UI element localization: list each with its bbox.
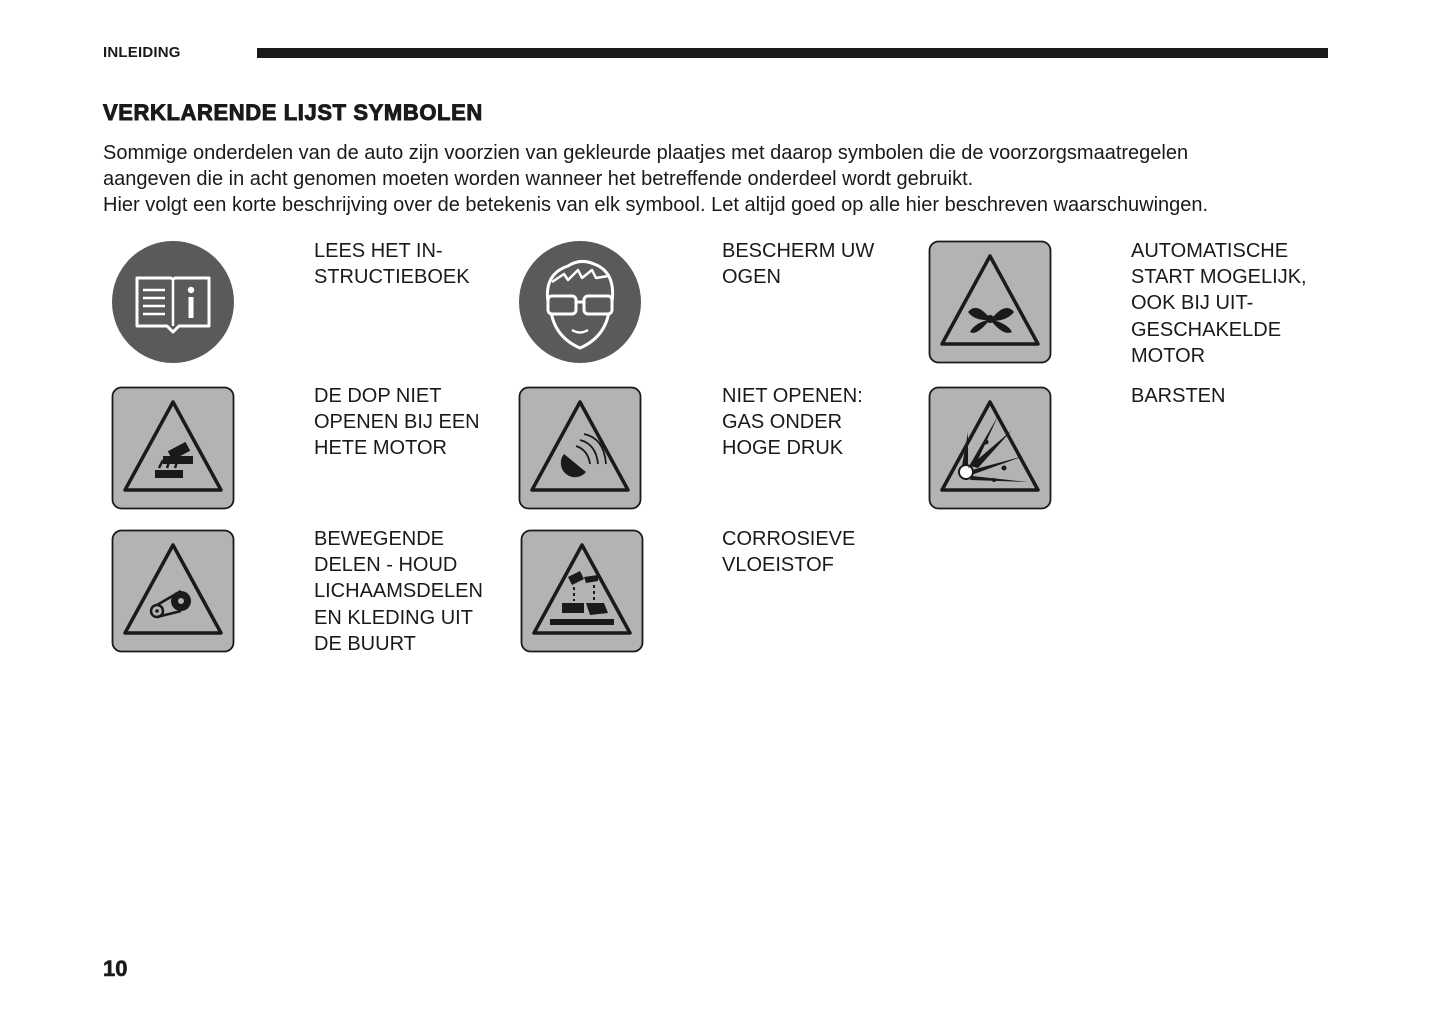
read-manual-icon [111, 240, 235, 364]
symbol-label: CORROSIEVE VLOEISTOF [722, 528, 856, 577]
intro-text [103, 140, 1323, 218]
explosion-warning-icon [928, 386, 1052, 510]
intro-line: aangeven die in acht genomen moeten worden wanneer het betreffende onderdeel wordt gebruikt. [103, 168, 974, 190]
protect-eyes-icon [518, 240, 642, 364]
hot-cap-warning-icon [111, 386, 235, 510]
symbol-label: BARSTEN [1131, 385, 1226, 407]
symbol-label: LEES HET IN- STRUCTIEBOEK [314, 240, 470, 289]
symbol-label: DE DOP NIET OPENEN BIJ EEN HETE MOTOR [314, 385, 480, 460]
corrosive-warning-icon [520, 529, 644, 653]
intro-line: Hier volgt een korte beschrijving over de betekenis van elk symbool. Let altijd goed op alle hier beschreven waarschuwingen. [103, 194, 1209, 216]
intro-line: Sommige onderdelen van de auto zijn voorzien van gekleurde plaatjes met daarop symbolen die de voorzorgsmaatregelen [103, 142, 1189, 164]
pressurized-gas-warning-icon [518, 386, 642, 510]
fan-warning-icon [928, 240, 1052, 364]
symbol-label: BESCHERM UW OGEN [722, 240, 875, 289]
header-rule [257, 48, 1328, 58]
page-number: 10 [103, 956, 128, 981]
symbol-label: BEWEGENDE DELEN - HOUD LICHAAMSDELEN EN KLEDING UIT DE BUURT [314, 528, 483, 655]
running-head: INLEIDING [103, 44, 181, 61]
symbol-label: NIET OPENEN: GAS ONDER HOGE DRUK [722, 385, 863, 460]
moving-parts-warning-icon [111, 529, 235, 653]
section-title: VERKLARENDE LIJST SYMBOLEN [103, 100, 483, 125]
symbol-label: AUTOMATISCHE START MOGELIJK, OOK BIJ UIT- GESCHAKELDE MOTOR [1131, 240, 1307, 367]
